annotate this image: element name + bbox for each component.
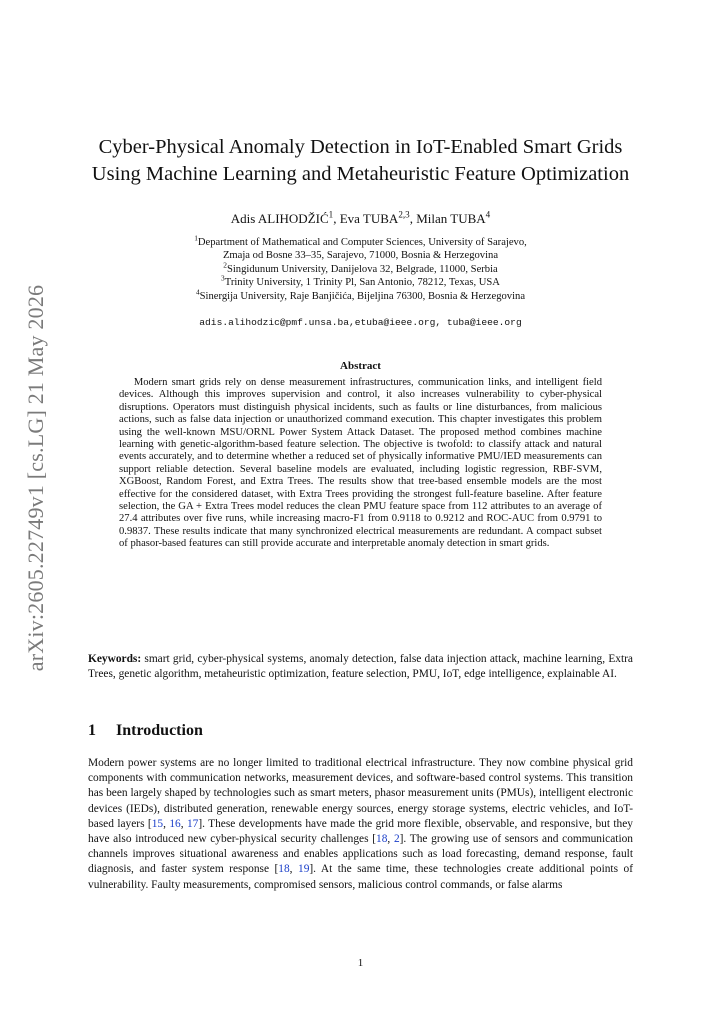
arxiv-sidebar-stamp <box>18 284 54 672</box>
abstract-body: Modern smart grids rely on dense measurement infrastructures, communication links, and intelligent field devices. Although this improves supervision and control, it also increases vulnerability to cyber-physical disruptions. Operators must distinguish physical incidents, such as faults or line disturbances, from malicious actions, such as false data injection or unauthorized command execution. This chapter investigates this problem using the well-known MSU/ORNL Power System Attack Dataset. The proposed method combines machine learning with genetic-algorithm-based feature selection. The objective is twofold: to classify attack and natural events accurately, and to determine whether a reduced set of physically informative PMU/IED measurements can support reliable detection. Several baseline models are evaluated, including logistic regression, RBF-SVM, XGBoost, Random Forest, and Extra Trees. The results show that tree-based ensemble models are the most effective for the considered dataset, with Extra Trees providing the strongest full-feature baseline. After feature selection, the GA + Extra Trees model reduces the clean PMU feature space from 112 attributes to an average of 27.4 attributes over five runs, while increasing macro-F1 from 0.9118 to 0.9212 and ROC-AUC from 0.9791 to 0.9837. These results indicate that many synchronized electrical measurements are redundant. A compact subset of phasor-based features can still provide accurate and interpretable anomaly detection in smart grids. <box>119 377 602 550</box>
affiliations <box>88 233 633 303</box>
affiliation-line: $^4$Sinergija University, Raje Banjičića, Bijeljina 76300, Bosnia & Herzegovina <box>195 287 526 302</box>
author-affil-mark: 4 <box>485 209 491 220</box>
author-name: Milan TUBA <box>416 211 486 226</box>
author-affil-mark: 2,3 <box>398 209 410 220</box>
keywords-text: smart grid, cyber-physical systems, anomaly detection, false data injection attack, machine learning, Extra Trees, genetic algorithm, metaheuristic optimization, feature selection, PMU, IoT, edge intelligence, explainable AI. <box>88 653 633 681</box>
citation-link[interactable]: 16 <box>169 817 181 830</box>
citation-link[interactable]: 17 <box>186 817 199 830</box>
citation-link[interactable]: 18 <box>278 863 290 876</box>
affil-mark: 3 <box>221 273 225 283</box>
page-number: 1 <box>357 957 364 969</box>
affiliation-line: Zmaja od Bosne 33–35, Sarajevo, 71000, Bosnia & Herzegovina <box>222 250 499 262</box>
abstract-heading: Abstract <box>340 360 381 372</box>
title-line-2: Using Machine Learning and Metaheuristic Feature Optimization <box>91 163 630 185</box>
affil-mark: 4 <box>195 287 200 297</box>
citation-link[interactable]: 18 <box>376 833 388 846</box>
citation-link[interactable]: 2 <box>393 833 400 846</box>
affil-mark: 1 <box>194 233 198 243</box>
citation-link[interactable]: 15 <box>151 817 164 830</box>
keywords-label: Keywords: <box>88 653 142 665</box>
author-affil-mark: 1 <box>328 209 334 220</box>
citation-link[interactable]: 19 <box>298 863 310 876</box>
keywords <box>88 652 633 682</box>
affil-mark: 2 <box>223 260 227 270</box>
author-name: Eva TUBA <box>339 211 399 226</box>
section-heading <box>88 722 203 740</box>
section-number: 1 <box>88 722 96 739</box>
intro-paragraph: Modern power systems are no longer limited to traditional electrical infrastructure. They now combine physical grid components with communication networks, measurement devices, and software-based control systems. This transition has been largely shaped by technologies such as smart meters, phasor measurement units (PMUs), intelligent electronic devices (IEDs), distributed generation, renewable energy sources, energy storage systems, electric vehicles, and IoT-based layers [15, 16, 17]. These developments have made the grid more flexible, observable, and responsive, but they have also introduced new cyber-physical security challenges [18, 2]. The growing use of sensors and communication channels improves situational awareness and enables applications such as load forecasting, demand response, fault diagnosis, and faster system response [18, 19]. At the same time, these technologies create additional points of vulnerability. Faulty measurements, compromised sensors, malicious control commands, or false alarms <box>88 757 633 891</box>
paper-title <box>88 134 633 188</box>
section-title: Introduction <box>116 722 203 739</box>
title-line-1: Cyber-Physical Anomaly Detection in IoT-Enabled Smart Grids <box>98 136 623 158</box>
affiliation-line: $^1$Department of Mathematical and Computer Sciences, University of Sarajevo, <box>194 233 527 248</box>
author-name: Adis ALIHODŽIĆ <box>230 211 329 226</box>
author-list: Adis ALIHODŽIĆ$^1$, Eva TUBA$^{2,3}$, Milan TUBA$^4$ <box>230 209 491 226</box>
author-emails: adis.alihodzic@pmf.unsa.ba,etuba@ieee.org, tuba@ieee.org <box>199 317 522 328</box>
affiliation-line: $^2$Singidunum University, Danijelova 32, Belgrade, 11000, Serbia <box>223 260 498 275</box>
affiliation-line: $^3$Trinity University, 1 Trinity Pl, San Antonio, 78212, Texas, USA <box>221 273 500 289</box>
arxiv-id: arXiv:2605.22749v1 [cs.LG] 21 May 2026 <box>23 284 48 672</box>
